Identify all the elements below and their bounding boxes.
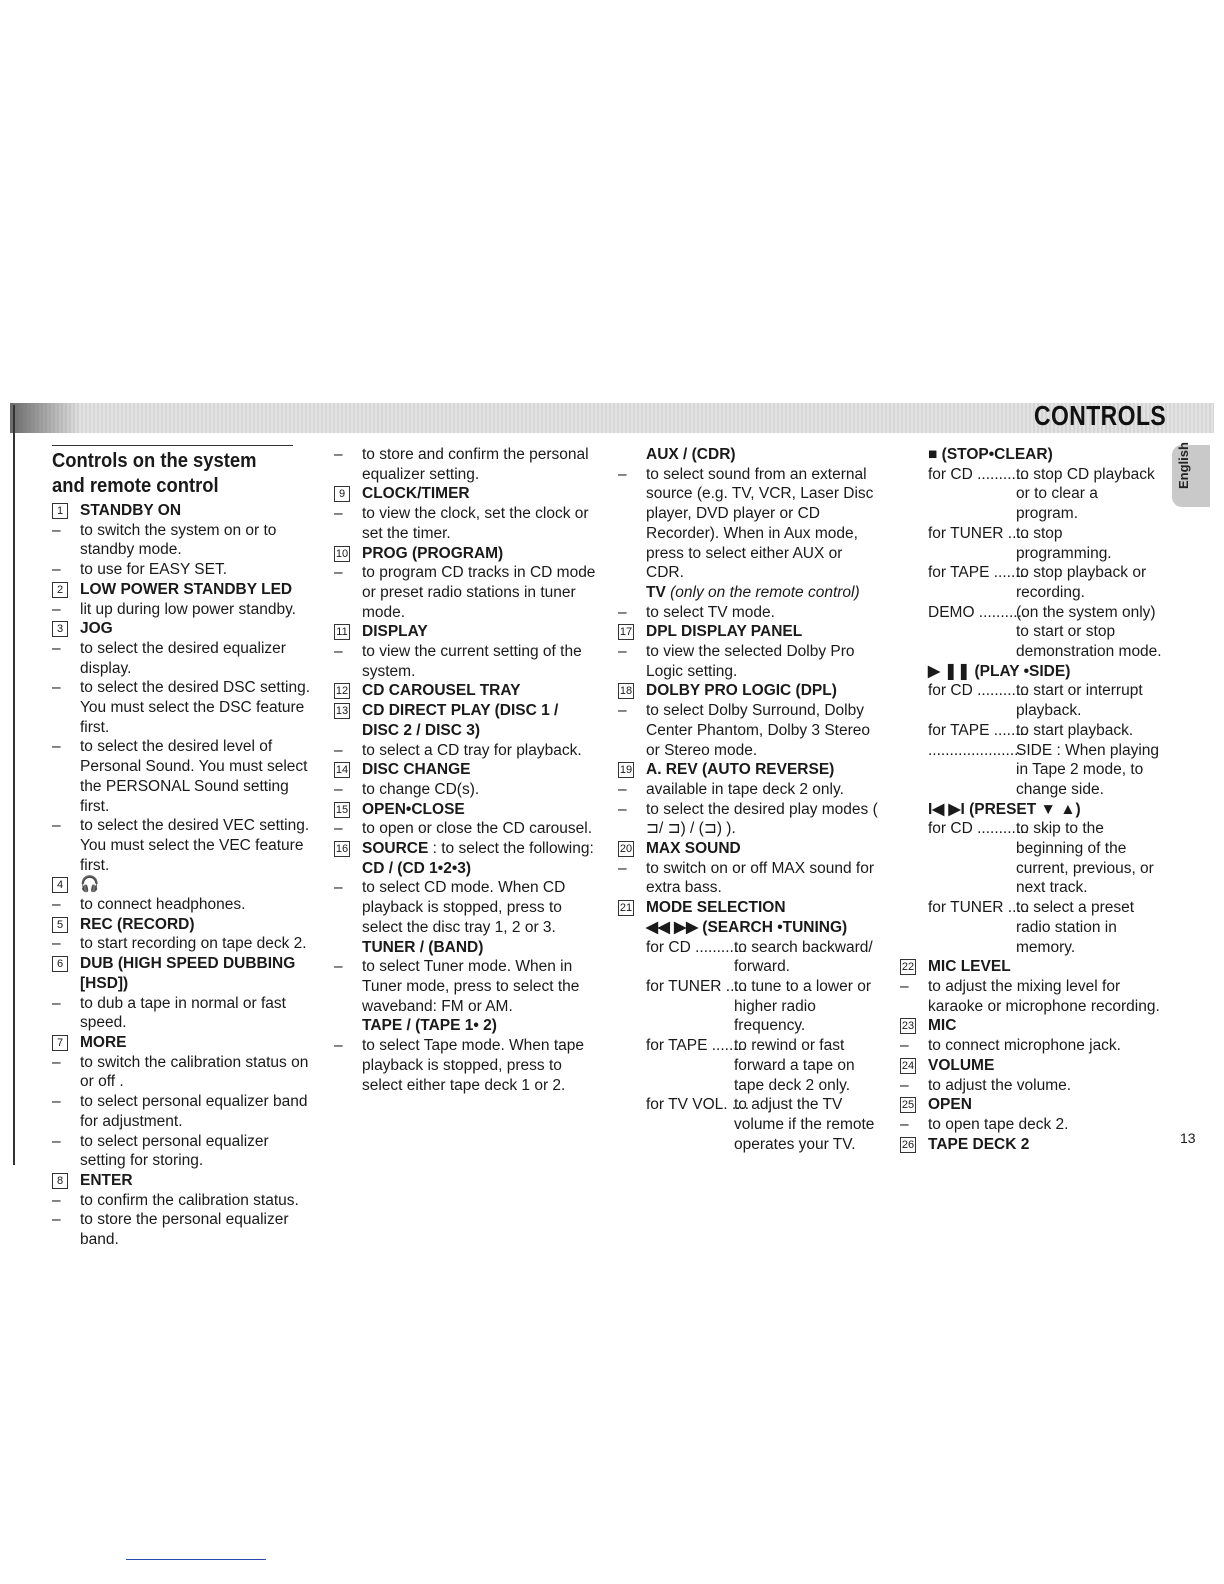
mode-row — [928, 524, 1162, 563]
item-description: available in tape deck 2 only. — [646, 780, 844, 798]
list-item: – to open or close the CD carousel. — [334, 820, 593, 838]
control-item-19 — [618, 760, 880, 780]
page-number: 13 — [1180, 1130, 1196, 1146]
mode-row — [646, 938, 880, 977]
control-item-12 — [334, 681, 596, 701]
item-label: A. REV (AUTO REVERSE) — [646, 761, 835, 779]
item-number: 23 — [901, 1020, 915, 1033]
list-item: – to change CD(s). — [334, 780, 480, 798]
footer-link-line — [126, 1559, 266, 1560]
control-item-25 — [900, 1095, 1162, 1115]
preset-label: I◀ ▶I (PRESET ▼ ▲) — [928, 800, 1081, 818]
mode-value: to skip to the beginning of the current, previous, or next track. — [1016, 820, 1154, 897]
list-item: – to select CD mode. When CD playback is stopped, press to select the disc tray 1, 2 or 3. — [334, 879, 566, 936]
stop-label: ■ (STOP•CLEAR) — [928, 446, 1053, 463]
aux-label: AUX / (CDR) — [646, 446, 736, 463]
mode-row — [646, 1095, 880, 1154]
item-label: PROG (PROGRAM) — [362, 544, 504, 562]
item-number: 18 — [619, 685, 633, 698]
item-label: CLOCK/TIMER — [362, 485, 470, 503]
item-description: to view the clock, set the clock or set the timer. — [362, 505, 589, 542]
control-item-17 — [618, 622, 880, 642]
item-label: MIC LEVEL — [928, 958, 1011, 976]
item-label: MORE — [80, 1033, 127, 1051]
control-item-4 — [52, 875, 314, 895]
mode-key: for TAPE ........ — [928, 721, 1029, 739]
item-description: to start recording on tape deck 2. — [80, 935, 307, 953]
item-number: 4 — [52, 877, 68, 893]
control-item-13 — [334, 701, 596, 740]
list-item: – to select Tuner mode. When in Tuner mode, press to select the waveband: FM or AM. — [334, 958, 580, 1015]
control-item-24 — [900, 1056, 1162, 1076]
item-label: ENTER — [80, 1171, 133, 1189]
cd-label: CD / (CD 1•2•3) — [362, 859, 472, 877]
item-label: STANDBY ON — [80, 502, 182, 519]
mode-key: for TUNER ..... — [646, 977, 748, 995]
item-label: DUB (HIGH SPEED DUBBING [HSD]) — [80, 955, 296, 992]
list-item: – to switch on or off MAX sound for extra bass. — [618, 859, 880, 898]
control-item-21: 21 MODE SELECTION — [619, 899, 786, 917]
item-number: 6 — [52, 956, 68, 972]
control-item-2 — [52, 580, 314, 600]
control-item-26 — [900, 1135, 1162, 1155]
item-label: MAX SOUND — [646, 840, 741, 858]
tv-heading: TV (only on the remote control) — [646, 583, 860, 601]
page-title: CONTROLS — [1033, 400, 1166, 431]
item-description: to select personal equalizer setting for storing. — [80, 1132, 269, 1170]
item-number: 9 — [334, 486, 350, 502]
item-number: 20 — [619, 843, 633, 856]
list-item: – to dub a tape in normal or fast speed. — [52, 994, 314, 1033]
language-tab-label: English — [1176, 442, 1191, 489]
mode-key: for CD ............ — [928, 682, 1029, 700]
item-number: 26 — [901, 1138, 915, 1151]
item-description: to connect headphones. — [80, 896, 246, 914]
item-description: to use for EASY SET. — [80, 561, 228, 579]
column-2 — [334, 445, 596, 1095]
mode-key: for TAPE ........ — [646, 1037, 747, 1055]
item-number: 2 — [52, 582, 68, 598]
control-item-1 — [52, 501, 314, 521]
mode-value: to tune to a lower or higher radio frequency. — [734, 977, 871, 1035]
item-description: to select the desired level of Personal Sound. You must select the PERSONAL Sound setting first. — [80, 738, 308, 815]
item-number: 19 — [619, 764, 633, 777]
list-item: – to select the desired equalizer display. — [52, 639, 314, 678]
mode-value: to start or interrupt playback. — [1016, 682, 1143, 720]
control-item-9 — [334, 484, 596, 504]
item-description: to switch on or off MAX sound for extra bass. — [646, 859, 875, 897]
control-item-22 — [900, 957, 1162, 977]
play-label: ▶ ❚❚ (PLAY •SIDE) — [928, 662, 1071, 680]
control-item-23 — [900, 1016, 1162, 1036]
item-label: CD CAROUSEL TRAY — [362, 682, 521, 700]
mode-value: to stop CD playback or to clear a program. — [1016, 465, 1155, 523]
list-item: – to adjust the volume. — [900, 1076, 1072, 1094]
list-item: – to view the clock, set the clock or set the timer. — [334, 504, 596, 543]
item-label: DPL DISPLAY PANEL — [646, 623, 803, 641]
item-label: DISPLAY — [362, 623, 428, 641]
control-item-7 — [52, 1033, 314, 1053]
list-item: – to select the desired level of Personal Sound. You must select the PERSONAL Sound setting first. — [52, 737, 314, 816]
tape-label: TAPE / (TAPE 1• 2) — [362, 1017, 497, 1035]
list-item: – to select TV mode. — [618, 603, 775, 621]
control-item-6 — [52, 954, 314, 993]
control-item-14 — [334, 760, 596, 780]
item-label: REC (RECORD) — [80, 915, 195, 933]
item-description: to change CD(s). — [362, 780, 480, 798]
item-number: 13 — [335, 705, 349, 718]
list-item: – lit up during low power standby. — [52, 600, 296, 618]
item-description: to dub a tape in normal or fast speed. — [80, 994, 286, 1032]
control-item-20 — [618, 839, 880, 859]
item-number: 11 — [334, 624, 350, 640]
control-item-8 — [52, 1171, 314, 1191]
item-number: 14 — [335, 764, 349, 777]
control-item-15 — [334, 800, 596, 820]
list-item: – to confirm the calibration status. — [52, 1191, 299, 1209]
mode-value: to stop programming. — [1016, 524, 1112, 562]
list-item: – to select the desired VEC setting. You must select the VEC feature first. — [52, 816, 314, 875]
list-item: – to select Dolby Surround, Dolby Center Phantom, Dolby 3 Stereo or Stereo mode. — [618, 701, 880, 760]
item-number: 25 — [901, 1099, 915, 1112]
mode-row — [928, 741, 1162, 800]
column-4 — [900, 445, 1162, 1154]
list-item: – to switch the system on or to standby mode. — [52, 521, 314, 560]
mode-value: to start playback. — [1016, 721, 1134, 739]
mode-key: for TV VOL. .... — [646, 1096, 750, 1114]
item-description: to open or close the CD carousel. — [362, 820, 593, 838]
item-label: DOLBY PRO LOGIC (DPL) — [646, 682, 837, 700]
list-item: – to view the current setting of the system. — [334, 642, 596, 681]
search-label: ◀◀ ▶▶ (SEARCH •TUNING) — [646, 918, 848, 936]
item-number: 22 — [901, 961, 915, 974]
item-description: to select personal equalizer band for adjustment. — [80, 1093, 308, 1130]
mode-value: (on the system only) to start or stop demonstration mode. — [1016, 603, 1162, 661]
column-3 — [618, 445, 880, 1154]
tuner-label: TUNER / (BAND) — [362, 938, 484, 956]
mode-value: to rewind or fast forward a tape on tape deck 2 only. — [734, 1037, 855, 1094]
item-description: to select a CD tray for playback. — [362, 741, 582, 759]
item-label: VOLUME — [928, 1056, 995, 1074]
list-item: – available in tape deck 2 only. — [618, 780, 844, 798]
item-label: LOW POWER STANDBY LED — [80, 580, 293, 598]
item-label: MIC — [928, 1017, 957, 1035]
item-description: to view the current setting of the system. — [362, 643, 582, 680]
list-item: – to select personal equalizer setting for storing. — [52, 1132, 314, 1171]
list-item: – to select the desired play modes ( ⊐/ ⊐) / (⊐) ). — [618, 800, 880, 839]
item-description: lit up during low power standby. — [80, 600, 296, 618]
item-description: to switch the calibration status on or off . — [80, 1053, 309, 1091]
mode-value: to stop playback or recording. — [1016, 564, 1147, 601]
list-item: – to select a CD tray for playback. — [334, 741, 582, 759]
list-item: – to connect microphone jack. — [900, 1037, 1121, 1055]
item-description: to connect microphone jack. — [928, 1037, 1121, 1055]
section-title: Controls on the system and remote control — [52, 445, 293, 499]
control-item-5 — [52, 915, 314, 935]
item-label: OPEN•CLOSE — [362, 800, 465, 818]
item-description: to view the selected Dolby Pro Logic setting. — [646, 643, 855, 680]
mode-row — [928, 563, 1162, 602]
mode-key: for CD ............ — [928, 465, 1029, 483]
mode-row — [928, 819, 1162, 898]
item-number: 15 — [335, 803, 349, 816]
list-item: – to start recording on tape deck 2. — [52, 935, 307, 953]
language-tab — [1172, 442, 1210, 507]
mode-value: SIDE : When playing in Tape 2 mode, to change side. — [1016, 741, 1160, 798]
list-item: – to open tape deck 2. — [900, 1115, 1069, 1133]
item-description: to confirm the calibration status. — [80, 1191, 299, 1209]
mode-row — [646, 977, 880, 1036]
item-description: to select the desired equalizer display. — [80, 639, 286, 677]
column-1 — [52, 445, 314, 1250]
mode-row — [646, 1036, 880, 1095]
item-description: to program CD tracks in CD mode or preset radio stations in tuner mode. — [362, 564, 596, 621]
item-label: TAPE DECK 2 — [928, 1135, 1030, 1153]
list-item: – to select the desired DSC setting. You must select the DSC feature first. — [52, 678, 314, 737]
control-item-3 — [52, 619, 314, 639]
control-item-11 — [334, 622, 596, 642]
list-item: – to select personal equalizer band for adjustment. — [52, 1092, 314, 1131]
item-label: DISC CHANGE — [362, 761, 471, 779]
item-number: 5 — [52, 917, 68, 933]
list-item: – to select Tape mode. When tape playback is stopped, press to select either tape deck 1 or 2. — [334, 1037, 585, 1094]
item-number: 12 — [335, 685, 349, 698]
item-label: 🎧 — [80, 876, 100, 894]
item-description: to select the desired DSC setting. You must select the DSC feature first. — [80, 679, 311, 736]
item-number: 1 — [52, 503, 68, 519]
list-item: – to connect headphones. — [52, 896, 246, 914]
mode-row — [928, 898, 1162, 957]
item-description: to switch the system on or to standby mode. — [80, 521, 277, 559]
item-description: to store the personal equalizer band. — [80, 1211, 289, 1249]
list-item: – to view the selected Dolby Pro Logic setting. — [618, 642, 880, 681]
list-item: – to store the personal equalizer band. — [52, 1210, 314, 1249]
mode-key: ...................... — [928, 741, 1023, 759]
mode-key: for CD ............ — [928, 820, 1029, 838]
list-item: – to switch the calibration status on or off . — [52, 1053, 314, 1092]
mode-row — [928, 603, 1162, 662]
mode-key: DEMO ........... — [928, 603, 1027, 621]
list-item: – to use for EASY SET. — [52, 561, 228, 579]
item-label: CD DIRECT PLAY (DISC 1 / DISC 2 / DISC 3) — [362, 702, 559, 739]
item-label: OPEN — [928, 1096, 972, 1114]
list-item: – to store and confirm the personal equalizer setting. — [334, 446, 589, 483]
list-item: – to program CD tracks in CD mode or preset radio stations in tuner mode. — [334, 564, 596, 621]
item-description: to adjust the mixing level for karaoke or microphone recording. — [928, 977, 1160, 1015]
item-description: to select the desired play modes ( ⊐/ ⊐) / (⊐) ). — [646, 800, 878, 838]
item-description: to select Dolby Surround, Dolby Center Phantom, Dolby 3 Stereo or Stereo mode. — [646, 702, 871, 759]
item-number: 7 — [52, 1035, 68, 1051]
control-item-18 — [618, 681, 880, 701]
item-number: 24 — [901, 1059, 915, 1072]
mode-value: to search backward/ forward. — [734, 938, 873, 976]
mode-key: for CD ............ — [646, 938, 747, 956]
mode-key: for TUNER ..... — [928, 899, 1030, 917]
mode-row — [928, 681, 1162, 720]
mode-value: to adjust the TV volume if the remote operates your TV. — [734, 1096, 875, 1153]
item-number: 3 — [52, 621, 68, 637]
list-item: – to select sound from an external source (e.g. TV, VCR, Laser Disc player, DVD player or CD Recorder). When in Aux mode, press to select either AUX or CDR. — [618, 465, 874, 582]
mode-row — [928, 465, 1162, 524]
mode-row — [928, 721, 1162, 741]
item-number: 10 — [335, 547, 349, 560]
mode-key: for TAPE ........ — [928, 564, 1029, 582]
item-number: 8 — [52, 1173, 68, 1189]
control-item-16: 16 SOURCE : to select the following: — [335, 840, 594, 858]
control-item-10 — [334, 544, 596, 564]
list-item: – to adjust the mixing level for karaoke or microphone recording. — [900, 977, 1162, 1016]
mode-key: for TUNER ..... — [928, 524, 1030, 542]
left-rule — [13, 405, 15, 1165]
item-number: 17 — [619, 626, 633, 639]
item-label: JOG — [80, 620, 113, 638]
item-description: to adjust the volume. — [928, 1076, 1072, 1094]
mode-value: to select a preset radio station in memory. — [1016, 899, 1135, 956]
item-description: to open tape deck 2. — [928, 1115, 1069, 1133]
item-description: to select the desired VEC setting. You must select the VEC feature first. — [80, 817, 310, 874]
